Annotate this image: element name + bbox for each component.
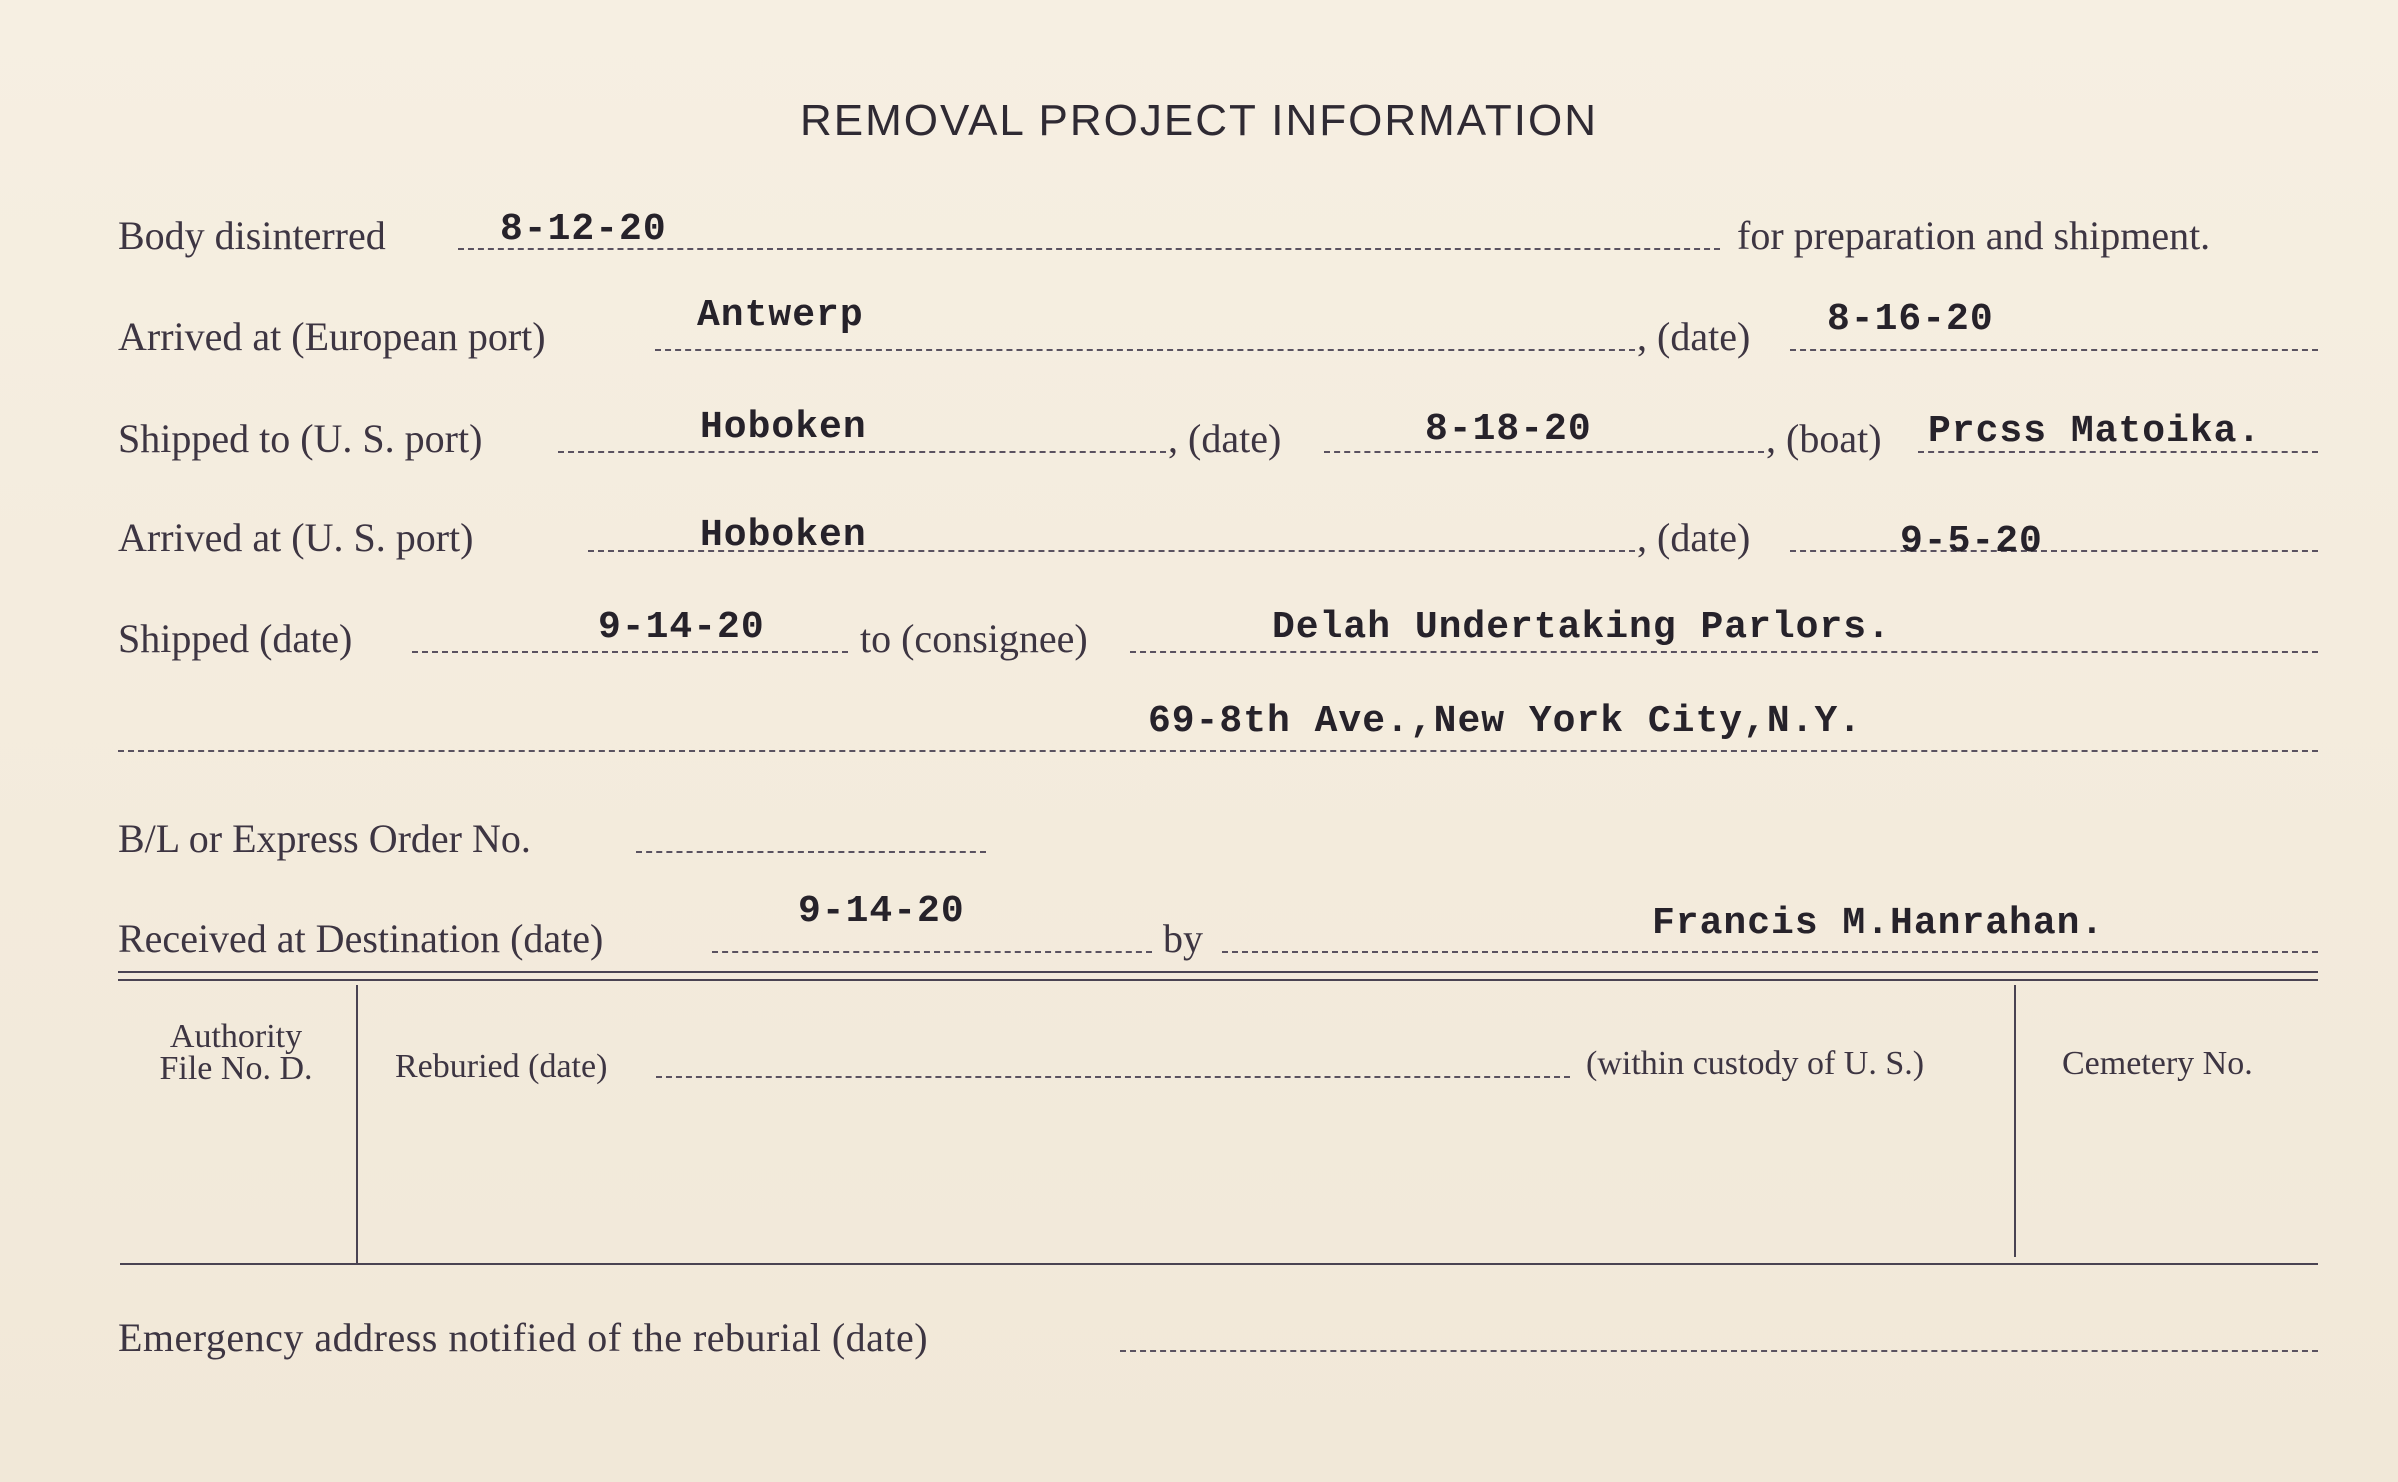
consignee-name: Delah Undertaking Parlors. xyxy=(1272,606,1891,649)
shipped-date-label: Shipped (date) xyxy=(118,616,353,661)
bl-order-label: B/L or Express Order No. xyxy=(118,816,531,861)
shipped-to-boat-label: , (boat) xyxy=(1766,416,1882,461)
consignee-label: to (consignee) xyxy=(860,616,1088,661)
bl-order-line xyxy=(636,851,986,853)
authority-label: Authority xyxy=(169,1018,303,1055)
received-label: Received at Destination (date) xyxy=(118,916,604,961)
euro-port-date-label: , (date) xyxy=(1637,314,1751,359)
shipped-to-port: Hoboken xyxy=(700,406,867,449)
page-title: REMOVAL PROJECT INFORMATION xyxy=(800,96,1598,145)
arrived-us-date-label: , (date) xyxy=(1637,515,1751,560)
arrived-us-date-line xyxy=(1790,550,2318,552)
shipped-date-line xyxy=(412,651,848,653)
disinterred-label: Body disinterred xyxy=(118,213,386,258)
emergency-label: Emergency address notified of the reburial (date) xyxy=(118,1315,929,1360)
euro-port-line xyxy=(655,349,1635,351)
consignee-address: 69-8th Ave.,New York City,N.Y. xyxy=(1148,700,1863,743)
euro-port-date-line xyxy=(1790,349,2318,351)
address-line xyxy=(118,750,2318,752)
file-no-label: File No. D. xyxy=(159,1050,313,1087)
consignee-line xyxy=(1130,651,2318,653)
box-divider-left xyxy=(356,985,358,1263)
shipped-date: 9-14-20 xyxy=(598,606,765,649)
received-by-label: by xyxy=(1163,916,1203,961)
shipped-to-line xyxy=(558,451,1166,453)
box-top-rule-1 xyxy=(118,971,2318,973)
emergency-line xyxy=(1120,1350,2318,1352)
shipped-to-date-label: , (date) xyxy=(1168,416,1282,461)
box-bottom-rule xyxy=(120,1263,2318,1265)
shipped-to-date-line xyxy=(1324,451,1764,453)
received-date-line xyxy=(712,951,1152,953)
euro-port-value: Antwerp xyxy=(697,294,864,337)
arrived-us-label: Arrived at (U. S. port) xyxy=(118,515,474,560)
received-by-line xyxy=(1222,951,2318,953)
received-date: 9-14-20 xyxy=(798,890,965,933)
reburied-line xyxy=(656,1076,1570,1078)
arrived-us-port: Hoboken xyxy=(700,514,867,557)
disinterred-suffix: for preparation and shipment. xyxy=(1737,213,2211,258)
arrived-us-date: 9-5-20 xyxy=(1900,520,2043,563)
box-top-rule-2 xyxy=(118,979,2318,981)
cemetery-label: Cemetery No. xyxy=(2062,1045,2253,1082)
euro-port-label: Arrived at (European port) xyxy=(118,314,546,359)
boat-name: Prcss Matoika. xyxy=(1928,410,2262,453)
custody-label: (within custody of U. S.) xyxy=(1586,1045,1925,1082)
reburied-label: Reburied (date) xyxy=(395,1048,608,1085)
shipped-to-label: Shipped to (U. S. port) xyxy=(118,416,483,461)
shipped-to-date: 8-18-20 xyxy=(1425,408,1592,451)
received-by-name: Francis M.Hanrahan. xyxy=(1652,902,2105,945)
disinterred-date: 8-12-20 xyxy=(500,208,667,251)
box-divider-right xyxy=(2014,985,2016,1257)
euro-port-date: 8-16-20 xyxy=(1827,298,1994,341)
